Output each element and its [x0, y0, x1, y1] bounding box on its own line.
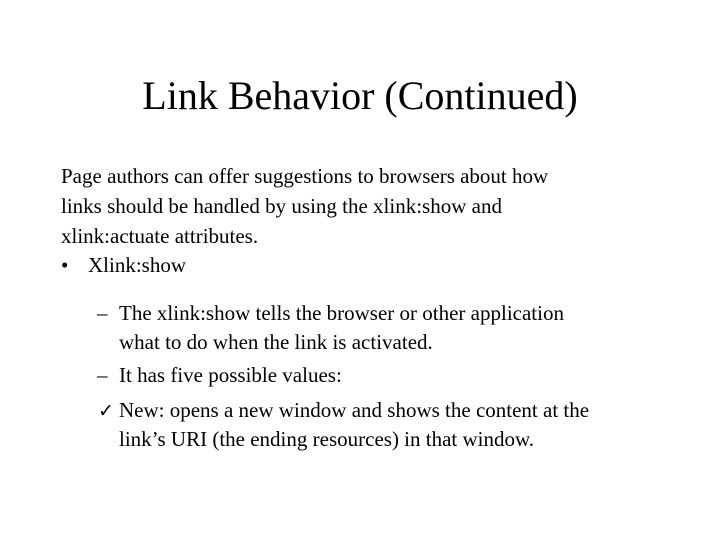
- sub-item-line: what to do when the link is activated.: [119, 330, 433, 354]
- check-item-line: New: opens a new window and shows the content at the: [119, 398, 590, 422]
- sub-item-line: It has five possible values:: [119, 363, 342, 387]
- sub-item-1: [61, 299, 681, 359]
- sub-item-2: [61, 361, 681, 390]
- slide-title: Link Behavior (Continued): [142, 73, 578, 118]
- intro-line-3: xlink:actuate attributes.: [61, 224, 259, 248]
- intro-line-2: links should be handled by using the xlink:show and: [61, 194, 502, 218]
- bullet-item: [61, 251, 661, 280]
- intro-line-1: Page authors can offer suggestions to browsers about how: [61, 164, 549, 188]
- bullet-marker: •: [61, 253, 69, 277]
- check-item: [61, 396, 681, 456]
- checkmark-icon: ✓: [98, 400, 114, 422]
- bullet-label: Xlink:show: [88, 253, 187, 277]
- sub-item-marker: –: [97, 363, 108, 387]
- sub-item-marker: –: [97, 301, 108, 325]
- sub-item-line: The xlink:show tells the browser or other application: [119, 301, 564, 325]
- check-item-line: link’s URI (the ending resources) in that window.: [119, 427, 535, 451]
